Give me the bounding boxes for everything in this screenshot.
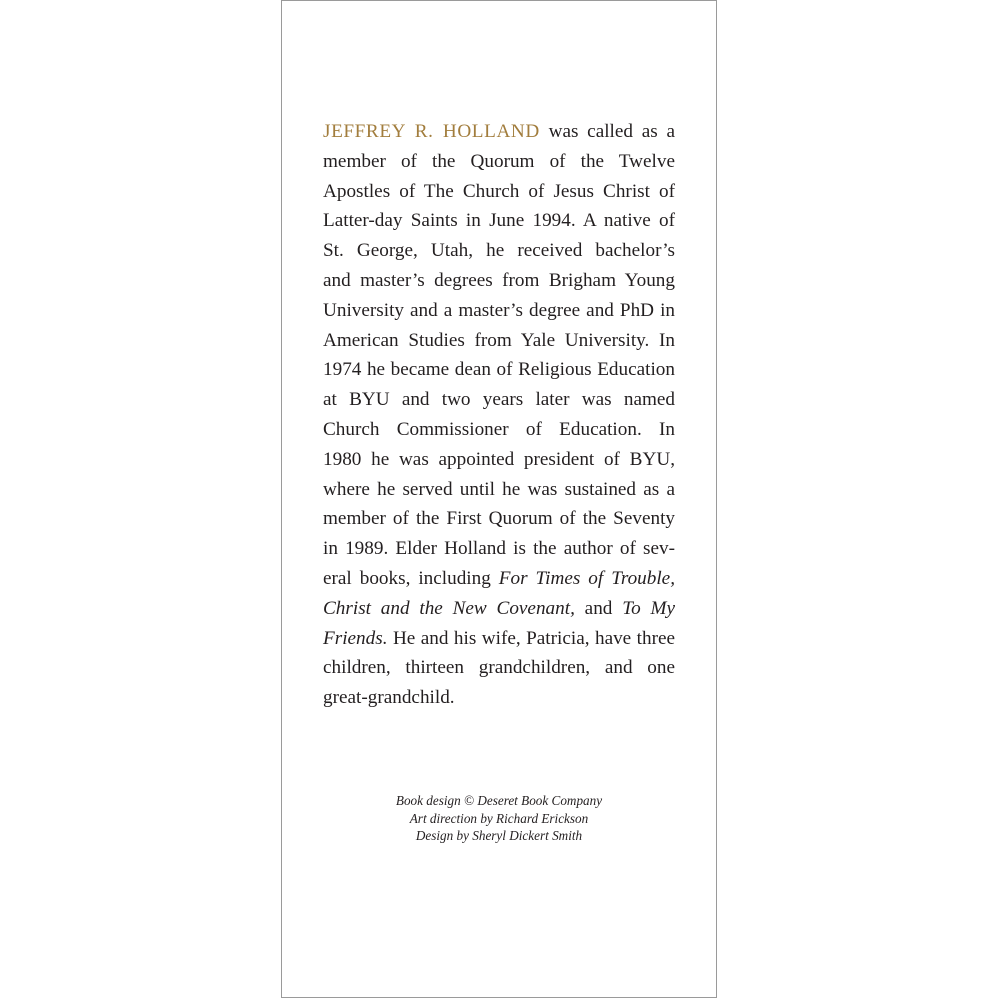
author-bio: [323, 117, 675, 713]
bio-line: 1980 he was appointed president of BYU,: [323, 448, 675, 470]
bio-line: Latter-day Saints in June 1994. A native of: [323, 210, 675, 232]
bio-line: University and a master’s degree and PhD in: [323, 299, 675, 321]
bio-line: children, thirteen grandchildren, and one: [323, 657, 675, 679]
bio-line: American Studies from Yale University. In: [323, 329, 675, 351]
bio-text: He and his wife, Patricia, have three: [387, 627, 675, 649]
book-title: Friends.: [323, 627, 388, 649]
book-title: To My: [622, 597, 675, 619]
credit-line: Design by Sheryl Dickert Smith: [415, 828, 583, 844]
bio-line: great-grandchild.: [323, 687, 455, 709]
credit-line: Book design © Deseret Book Company: [395, 793, 603, 808]
bio-line: where he served until he was sustained as a: [323, 478, 675, 500]
book-title: For Times of Trouble,: [498, 567, 675, 589]
bio-line: 1974 he became dean of Religious Education: [323, 359, 675, 381]
bio-line: St. George, Utah, he received bachelor’s: [323, 240, 675, 262]
bio-line: at BYU and two years later was named: [323, 389, 675, 411]
bio-line: Apostles of The Church of Jesus Christ of: [323, 180, 675, 202]
bio-line: Church Commissioner of Education. In: [323, 418, 675, 440]
bio-line: in 1989. Elder Holland is the author of sev-: [323, 538, 675, 560]
bio-line: and master’s degrees from Brigham Young: [323, 269, 675, 291]
author-name: JEFFREY R. HOLLAND: [323, 121, 540, 142]
bio-line: [323, 564, 675, 594]
book-title: Christ and the New Covenant,: [323, 597, 575, 619]
bio-text: and: [574, 597, 623, 619]
bio-text: was called as a: [539, 121, 675, 142]
credit-line: Art direction by Richard Erickson: [409, 810, 589, 826]
bio-line: member of the Quorum of the Twelve: [323, 150, 675, 172]
bio-line: member of the First Quorum of the Seventy: [323, 508, 675, 530]
bio-line: [323, 624, 675, 654]
bio-text: eral books, including: [323, 567, 499, 589]
bio-line: [323, 117, 675, 147]
bio-line: [323, 594, 675, 624]
design-credits: [281, 792, 717, 845]
